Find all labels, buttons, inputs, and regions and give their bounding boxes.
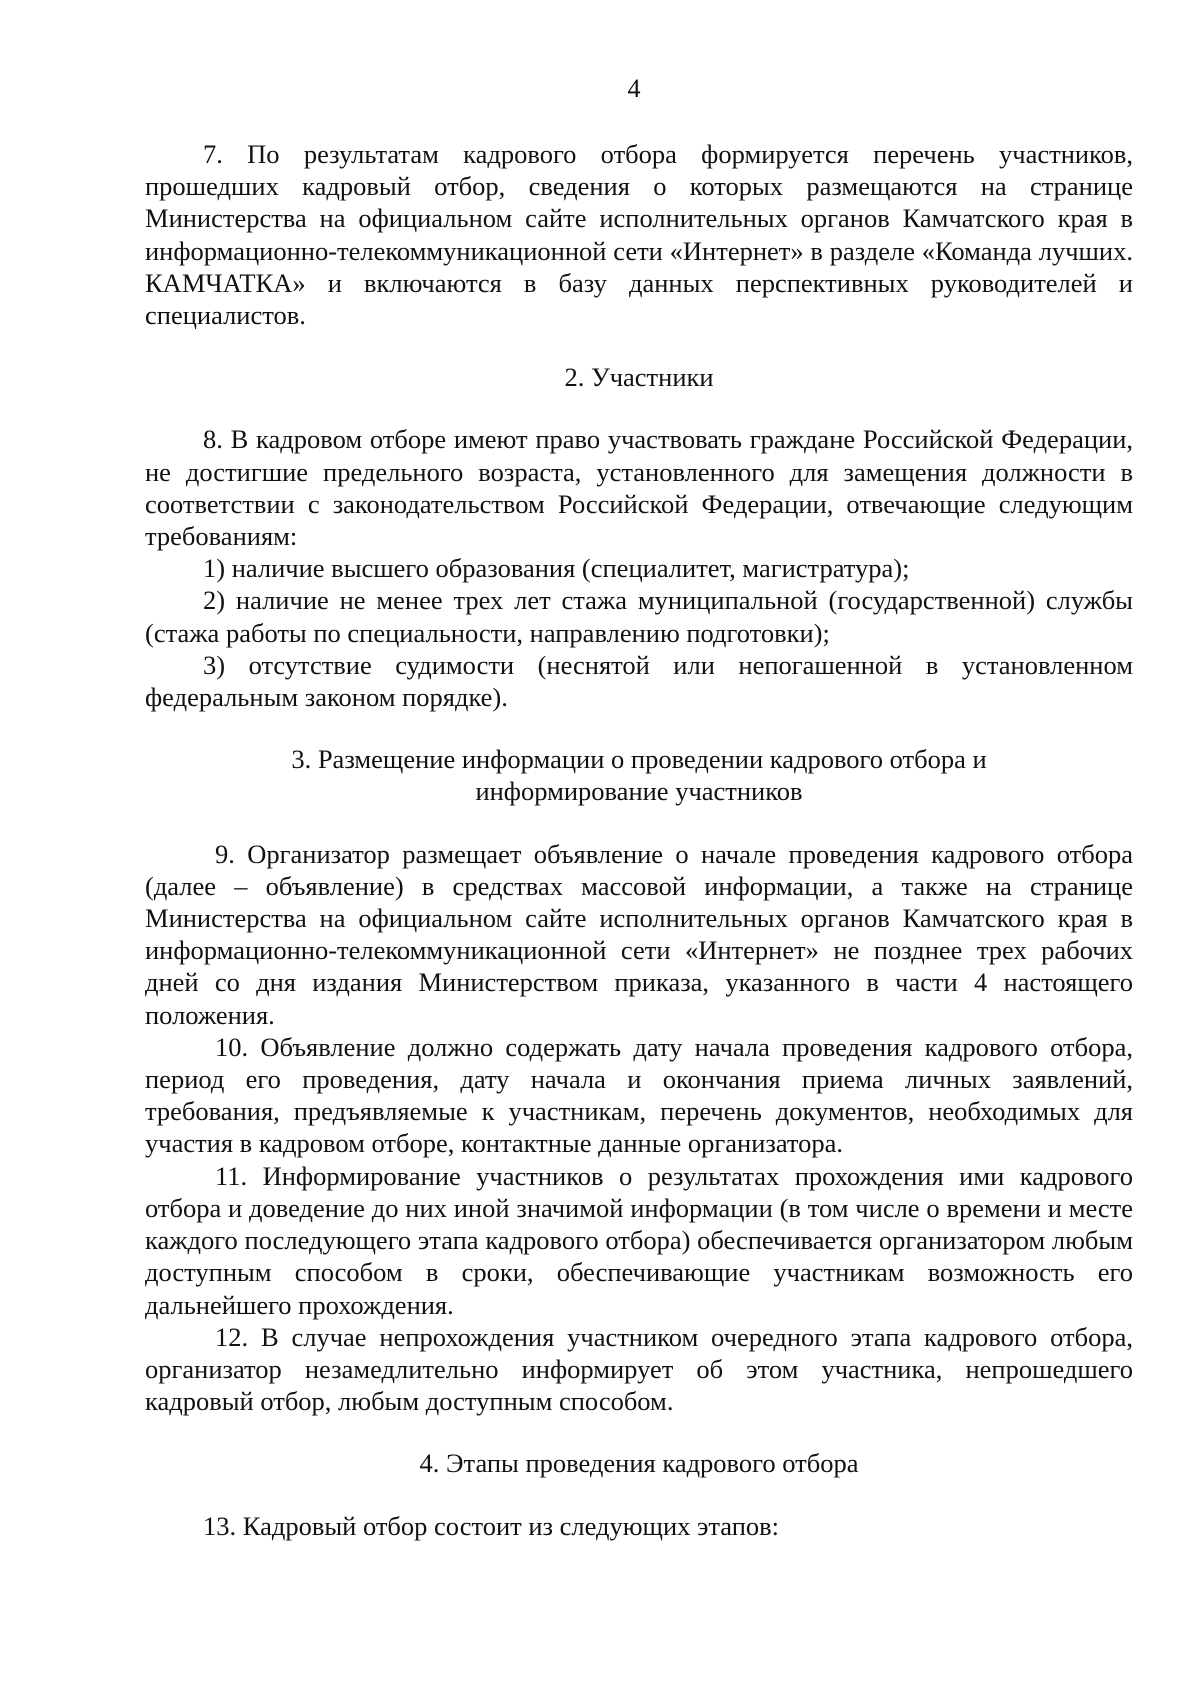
section-heading-4 xyxy=(145,1447,1133,1479)
paragraph-8-item-1: 1) наличие высшего образования (специалитет, магистратура); xyxy=(203,553,910,584)
paragraph-13: 13. Кадровый отбор состоит из следующих этапов: xyxy=(203,1510,779,1541)
section-heading-line: 2. Участники xyxy=(564,362,714,393)
paragraph-8-item-2: 2) наличие не менее трех лет стажа муниципальной (государственной) службы (стажа работы по специальности, направлению подготовки); xyxy=(145,585,1133,648)
paragraph-12: 12. В случае непрохождения участником очередного этапа кадрового отбора, организатор незамедлительно информирует об этом участника, непрошедшего кадровый отбор, любым доступным способом. xyxy=(145,1321,1133,1417)
section-heading-3 xyxy=(145,743,1133,807)
paragraph-10: 10. Объявление должно содержать дату начала проведения кадрового отбора, период его проведения, дату начала и окончания приема личных заявлений, требования, предъявляемые к участникам, перечень документов, необходимых для участия в кадровом отборе, контактные данные организатора. xyxy=(145,1031,1133,1159)
section-heading-line: информирование участников xyxy=(475,776,803,807)
paragraph-9: 9. Организатор размещает объявление о начале проведения кадрового отбора (далее – объявление) в средствах массовой информации, а также на странице Министерства на официальном сайте исполнительных органов Камчатского края в информационно-телекоммуникационной сети «Интернет» не позднее трех рабочих дней со дня издания Министерством приказа, указанного в части 4 настоящего положения. xyxy=(145,838,1133,1030)
section-heading-line: 3. Размещение информации о проведении кадрового отбора и xyxy=(291,744,987,775)
page-number: 4 xyxy=(627,74,641,103)
document-body xyxy=(145,138,1133,1542)
paragraph-11: 11. Информирование участников о результатах прохождения ими кадрового отбора и доведение до них иной значимой информации (в том числе о времени и месте каждого последующего этапа кадрового отбора) обеспечивается организатором любым доступным способом в сроки, обеспечивающие участникам возможность его дальнейшего прохождения. xyxy=(145,1160,1133,1320)
section-heading-2 xyxy=(145,361,1133,393)
paragraph-7: 7. По результатам кадрового отбора формируется перечень участников, прошедших кадровый отбор, сведения о которых размещаются на странице Министерства на официальном сайте исполнительных органов Камчатского края в информационно-телекоммуникационной сети «Интернет» в разделе «Команда лучших. КАМЧАТКА» и включаются в базу данных перспективных руководителей и специалистов. xyxy=(145,139,1133,331)
section-heading-line: 4. Этапы проведения кадрового отбора xyxy=(419,1448,859,1479)
paragraph-8: 8. В кадровом отборе имеют право участвовать граждане Российской Федерации, не достигшие предельного возраста, установленного для замещения должности в соответствии с законодательством Российской Федерации, отвечающие следующим требованиям: xyxy=(145,424,1133,552)
paragraph-8-item-3: 3) отсутствие судимости (неснятой или непогашенной в установленном федеральным законом порядке). xyxy=(145,649,1133,713)
